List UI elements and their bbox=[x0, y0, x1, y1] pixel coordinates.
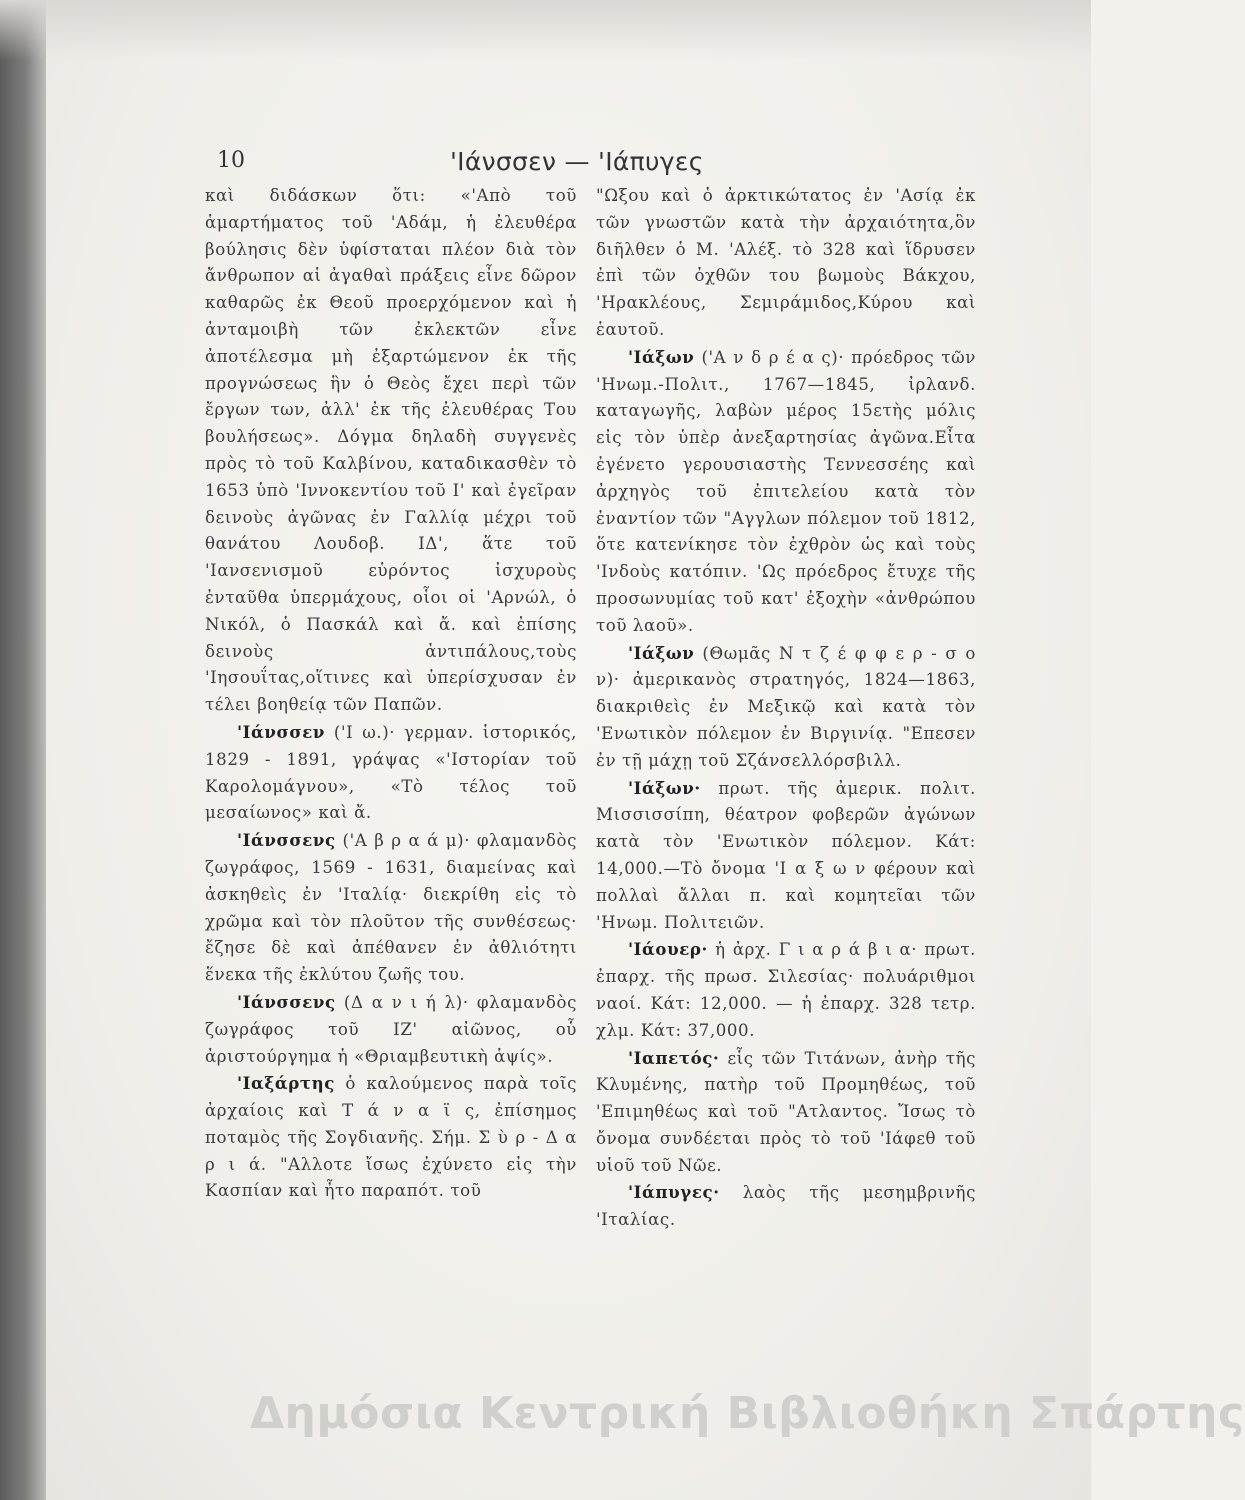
entry-text: ('Α β ρ α ά μ)· φλαμανδὸς ζωγράφος, 1569 - 1631, διαμείνας καὶ ἀσκηθεὶς ἐν 'Ιταλίᾳ· διεκρίθη εἰς τὸ χρῶμα καὶ τὸν πλοῦτον τῆς συνθέσεως· ἔζησε δὲ καὶ ἀπέθανεν ἐν ἀθλιότητι ἕνεκα τῆς ἐκλύτου ζωῆς του. bbox=[205, 831, 577, 985]
entry-headword: 'Ιάνσσενς bbox=[237, 830, 336, 851]
scan-shadow-top bbox=[0, 0, 1091, 60]
entry-text: ἡ ἀρχ. Γ ι α ρ ά β ι α· πρωτ. ἐπαρχ. τῆς πρωσ. Σιλεσίας· πολυάριθμοι ναοί. Κάτ: 12,000. — ἡ ἐπαρχ. 328 τετρ. χλμ. Κάτ: 37,000. bbox=[596, 940, 976, 1040]
running-head: 'Ιάνσσεν — 'Ιάπυγες bbox=[450, 147, 704, 176]
entry-text: (Θωμᾶς Ν τ ζ έ φ φ ε ρ - σ ο ν)· ἀμερικανὸς στρατηγός, 1824—1863, διακριθεὶς ἐν Μεξικῷ καὶ κατὰ τὸν 'Ενωτικὸν πόλεμον ἐν Βιργινίᾳ. "Επεσεν ἐν τῇ μάχῃ τοῦ Σζάνσελλόρσβιλλ. bbox=[596, 643, 976, 770]
entry-headword: 'Ιάξων bbox=[628, 642, 695, 663]
entry-paragraph bbox=[596, 640, 976, 775]
entry-text: εἷς τῶν Τιτάνων, ἀνὴρ τῆς Κλυμένης, πατὴρ τοῦ Προμηθέως, τοῦ 'Επιμηθέως καὶ τοῦ "Ατλαντος. Ἴσως τὸ ὄνομα συνδέεται πρὸς τὸ τοῦ 'Ιάφεθ τοῦ υἱοῦ τοῦ Νῶε. bbox=[596, 1048, 977, 1175]
page-number: 10 bbox=[217, 148, 245, 173]
entry-paragraph bbox=[205, 719, 577, 827]
entry-headword: 'Ιαπετός· bbox=[628, 1047, 720, 1068]
entry-paragraph bbox=[205, 1070, 577, 1205]
entry-text: λαὸς τῆς μεσημβρινῆς 'Ιταλίας. bbox=[596, 1183, 976, 1230]
entry-paragraph bbox=[596, 775, 976, 937]
right-column bbox=[596, 183, 976, 1234]
entry-paragraph bbox=[205, 827, 577, 989]
entry-paragraph bbox=[596, 183, 976, 344]
entry-headword: 'Ιαξάρτης bbox=[237, 1073, 335, 1094]
entry-text: πρωτ. τῆς ἀμερικ. πολιτ. Μισσισσίπη, θέατρον φοβερῶν ἀγώνων κατὰ τὸν 'Ενωτικὸν πόλεμον. Κάτ: 14,000.—Τὸ ὄνομα 'Ι α ξ ω ν φέρουν καὶ πολλαὶ ἄλλαι π. καὶ κομητεῖαι τῶν 'Ηνωμ. Πολιτειῶν. bbox=[596, 778, 977, 932]
library-watermark: Δημόσια Κεντρική Βιβλιοθήκη Σπάρτης bbox=[250, 1388, 1245, 1439]
entry-headword: 'Ιάουερ· bbox=[628, 939, 708, 960]
entry-headword: 'Ιάνσσεν bbox=[237, 721, 325, 742]
entry-paragraph bbox=[205, 989, 577, 1070]
entry-paragraph bbox=[596, 936, 976, 1044]
entry-text: ('Α ν δ ρ έ α ς)· πρόεδρος τῶν 'Ηνωμ.-Πολιτ., 1767—1845, ἰρλανδ. καταγωγῆς, λαβὼν μέρος 15ετὴς μόλις εἰς τὸν ὑπὲρ ἀνεξαρτησίας ἀγῶνα.Εἶτα ἐγένετο γερουσιαστὴς Τεννεσσέης καὶ ἀρχηγὸς τοῦ ἐπιτελείου κατὰ τὸν ἐναντίον τῶν "Αγγλων πόλεμον τοῦ 1812, ὅτε κατενίκησε τὸν ἐχθρὸν ὡς καὶ τοὺς 'Ινδοὺς κατόπιν. 'Ως πρόεδρος ἔτυχε τῆς προσωνυμίας τοῦ κατ' ἐξοχὴν «ἀνθρώπου τοῦ λαοῦ». bbox=[596, 347, 976, 635]
entry-text: "Ωξου καὶ ὁ ἀρκτικώτατος ἐν 'Ασίᾳ ἐκ τῶν γνωστῶν κατὰ τὴν ἀρχαιότητα,ὃν διῆλθεν ὁ Μ. 'Αλέξ. τὸ 328 καὶ ἵδρυσεν ἐπὶ τῶν ὀχθῶν του βωμοὺς Βάκχου, 'Ηρακλέους, Σεμιράμιδος,Κύρου καὶ ἑαυτοῦ. bbox=[596, 186, 976, 339]
entry-headword: 'Ιάπυγες· bbox=[628, 1182, 720, 1203]
entry-paragraph bbox=[205, 183, 577, 719]
entry-paragraph bbox=[596, 1179, 976, 1234]
entry-paragraph bbox=[596, 1045, 976, 1180]
entry-paragraph bbox=[596, 344, 976, 640]
entry-text: (Δ α ν ι ή λ)· φλαμανδὸς ζωγράφος τοῦ ΙΖ' αἰῶνος, οὗ ἀριστούργημα ἡ «Θριαμβευτικὴ ἁψίς». bbox=[205, 992, 577, 1066]
entry-headword: 'Ιάξων bbox=[628, 346, 695, 367]
left-column bbox=[205, 183, 577, 1205]
entry-text: ('Ι ω.)· γερμαν. ἱστορικός, 1829 - 1891, γράψας «'Ιστορίαν τοῦ Καρολομάγνου», «Τὸ τέλος τοῦ μεσαίωνος» καὶ ἄ. bbox=[205, 722, 577, 823]
entry-headword: 'Ιάνσσενς bbox=[237, 991, 336, 1012]
entry-headword: 'Ιάξων· bbox=[628, 777, 701, 798]
scan-shadow-left bbox=[0, 0, 46, 1500]
entry-text: καὶ διδάσκων ὅτι: «'Απὸ τοῦ ἁμαρτήματος τοῦ 'Αδάμ, ἡ ἐλευθέρα βούλησις δὲν ὑφίσταται πλέον διὰ τὸν ἄνθρωπον αἱ ἀγαθαὶ πράξεις εἶνε δῶρον καθαρῶς ἐκ Θεοῦ προερχόμενον καὶ ἡ ἀνταμοιβὴ τῶν ἐκλεκτῶν εἶνε ἀποτέλεσμα μὴ ἐξαρτώμενον ἐκ τῆς προγνώσεως ἣν ὁ Θεὸς ἔχει περὶ τῶν ἔργων των, ἀλλ' ἐκ τῆς ἐλευθέρας Του βουλήσεως». Δόγμα δηλαδὴ συγγενὲς πρὸς τὸ τοῦ Καλβίνου, καταδικασθὲν τὸ 1653 ὑπὸ 'Ιννοκεντίου τοῦ Ι' καὶ ἐγεῖραν δεινοὺς ἀγῶνας ἐν Γαλλίᾳ μέχρι τοῦ θανάτου Λουδοβ. ΙΔ', ἅτε τοῦ 'Ιανσενισμοῦ εὑρόντος ἰσχυροὺς ἐνταῦθα ὑπερμάχους, οἷοι οἱ 'Αρνώλ, ὁ Νικόλ, ὁ Πασκάλ καὶ ἄ. καὶ ἐπίσης δεινοὺς ἀντιπάλους,τοὺς 'Ιησουΐτας,οἵτινες καὶ ὑπερίσχυσαν ἐν τέλει βοηθείᾳ τῶν Παπῶν. bbox=[205, 186, 577, 715]
entry-text: ὁ καλούμενος παρὰ τοῖς ἀρχαίοις καὶ Τ ά ν α ϊ ς, ἐπίσημος ποταμὸς τῆς Σογδιανῆς. Σήμ. Σ ὺ ρ - Δ α ρ ι ά. "Αλλοτε ἴσως ἐχύνετο εἰς τὴν Κασπίαν καὶ ἦτο παραπότ. τοῦ bbox=[205, 1074, 578, 1201]
